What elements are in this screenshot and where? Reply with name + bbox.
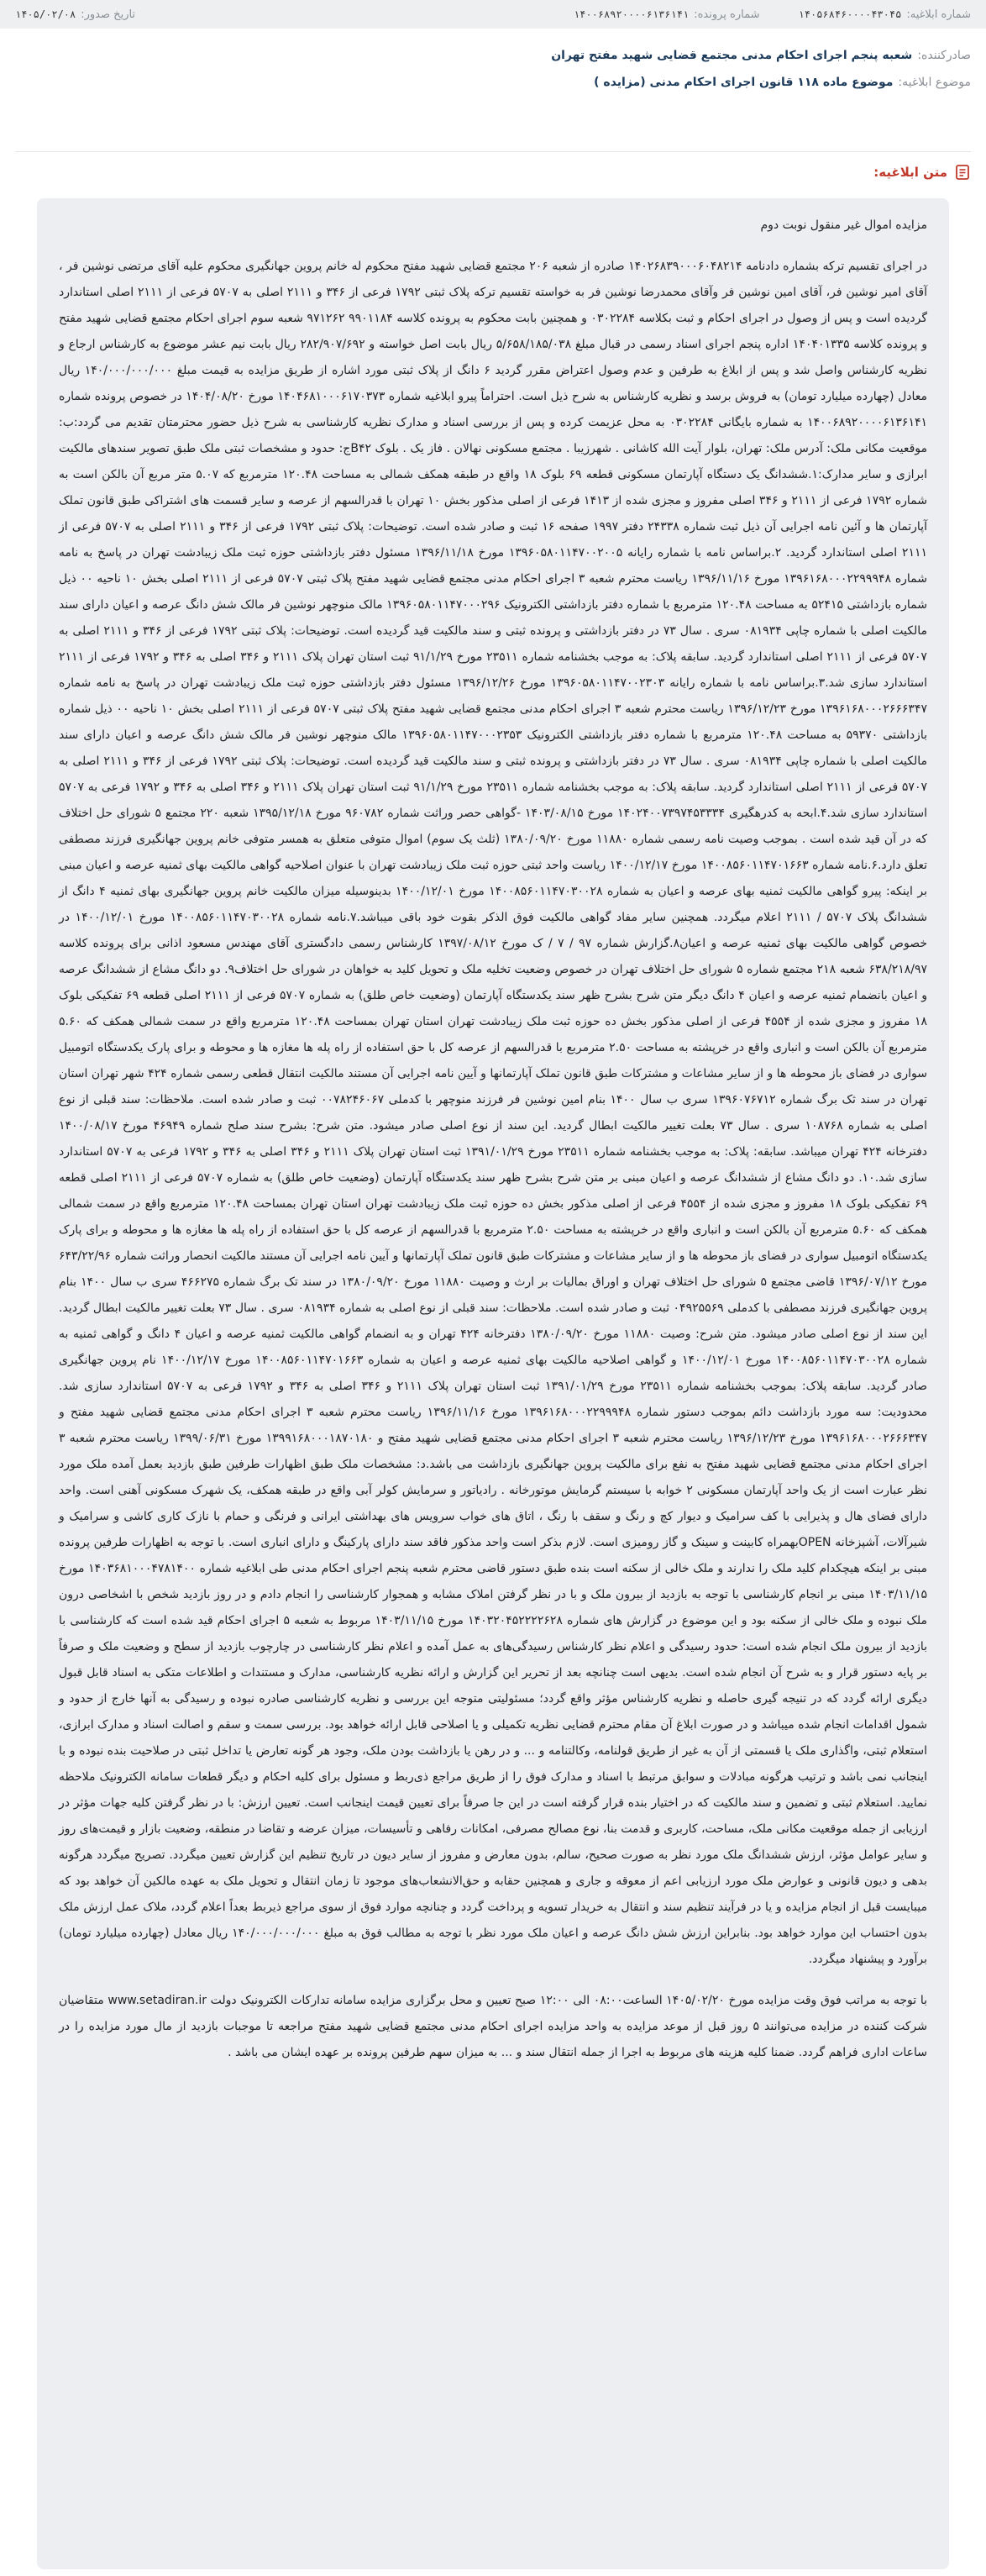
notice-footer: با توجه به مراتب فوق وقت مزایده مورخ ۱۴۰۵/۰۲/۲۰ الساعت۰۸:۰۰ الی ۱۲:۰۰ صبح تعیین و محل برگزاری مزایده سامانه تدارکات الکترونیک دولت www.setadiran.ir متقاضیان شرکت کننده در مزایده می‌توانند ۵ روز قبل از موعد مزایده به واحد مزایده اجرای احکام مدنی مجتمع قضایی شهید مفتح مراجعه تا موجبات بازدید از مال مورد مزایده را در ساعات اداری فراهم گردد. ضمنا کلیه هزینه های مربوط به اجرا از جمله انتقال سند و ... به میزان سهم طرفین پرونده بر عهده ایشان می باشد . — [59, 1994, 928, 2059]
notice-body: در اجرای تقسیم ترکه بشماره دادنامه ۱۴۰۲۶۸۳۹۰۰۰۶۰۴۸۲۱۴ صادره از شعبه ۲۰۶ مجتمع قضایی شهید مفتح محکوم له خانم پروین جهانگیری محکوم علیه آقای مرتضی نوشین فر ، آقای امیر نوشین فر، آقای امین نوشین فر وآقای محمدرضا نوشین فر به خواسته تقسیم ترکه پلاک ثبتی ۱۷۹۲ فرعی از ۳۴۶ و ۲۱۱۱ اصلی به ۵۷۰۷ فرعی از ۲۱۱۱ اصلی استاندارد گردیده است و پس از وصول در اجرای احکام و ثبت بکلاسه ۰۳۰۲۲۸۴ و همچنین بابت محکوم به پرونده کلاسه ۹۹۰۱۱۸۴ ۹۷۱۲۶۲ شعبه سوم اجرای احکام مجتمع قضایی شهید مفتح و پرونده کلاسه ۱۴۰۴۰۱۳۳۵ اداره پنجم اجرای اسناد رسمی در قبال مبلغ ۵/۶۵۸/۱۸۵/۰۳۸ ریال بابت اصل خواسته و ۲۸۲/۹۰۷/۶۹۲ ریال بابت نیم عشر موضوع به کارشناس ارجاع و نظریه کارشناس واصل شد و پس از ابلاغ به طرفین و عدم وصول اعتراض مقرر گردید ۶ دانگ از پلاک ثبتی مورد اشاره از طریق مزایده به قیمت مبلغ ۱۴۰/۰۰۰/۰۰۰/۰۰۰ ریال معادل (چهارده میلیارد تومان) به فروش برسد و نظریه کارشناس به شرح ذیل است. احتراماً پیرو ابلاغیه شماره ۱۴۰۴۶۸۱۰۰۰۶۱۷۰۳۷۳ مورخ ۱۴۰۴/۰۸/۲۰ در خصوص پرونده شماره ۱۴۰۰۶۸۹۲۰۰۰۰۶۱۳۶۱۴۱ به شماره بایگانی ۰۳۰۲۲۸۴ به محل عزیمت کرده و پس از بررسی اسناد و مدارک نظریه کارشناسی به شرح ذیل حضور محترمتان تقدیم می گردد:ب: موقعیت مکانی ملک: آدرس ملک: تهران، بلوار آیت الله کاشانی . شهرزیبا . مجتمع مسکونی نهالان . فاز یک . بلوک B۴۲ج: حدود و مشخصات ثبتی ملک طبق تصویر سندهای مالکیت ابرازی و سایر مدارک:۱.ششدانگ یک دستگاه آپارتمان مسکونی قطعه ۶۹ بلوک ۱۸ واقع در طبقه همکف شمالی به مساحت ۱۲۰.۴۸ مترمربع که ۵.۰۷ متر مربع آن بالکن است به شماره ۱۷۹۲ فرعی از ۲۱۱۱ و ۳۴۶ اصلی مفروز و مجزی شده از ۱۴۱۳ فرعی از اصلی مذکور بخش ۱۰ تهران با قدرالسهم از عرصه و سایر قسمت های اشتراکی طبق قانون تملک آپارتمان ها و آئین نامه اجرایی آن ذیل ثبت شماره ۲۴۳۳۸ دفتر ۱۹۹۷ صفحه ۱۶ ثبت و صادر شده است. توضیحات: پلاک ثبتی ۱۷۹۲ فرعی از ۳۴۶ و ۲۱۱۱ اصلی به ۵۷۰۷ فرعی از ۲۱۱۱ اصلی استاندارد گردید. ۲.براساس نامه با شماره رایانه ۱۳۹۶۰۵۸۰۱۱۴۷۰۰۲۰۰۵ مورخ ۱۳۹۶/۱۱/۱۸ مسئول دفتر بازداشتی حوزه ثبت ملک زیبادشت تهران در پاسخ به نامه شماره ۱۳۹۶۱۶۸۰۰۰۲۲۹۹۹۴۸ مورخ ۱۳۹۶/۱۱/۱۶ ریاست محترم شعبه ۳ اجرای احکام مدنی مجتمع قضایی شهید مفتح پلاک ثبتی ۵۷۰۷ فرعی از ۲۱۱۱ اصلی بخش ۱۰ ناحیه ۰۰ ذیل شماره بازداشتی ۵۲۴۱۵ به مساحت ۱۲۰.۴۸ مترمربع با شماره دفتر بازداشتی الکترونیک ۱۳۹۶۰۵۸۰۱۱۴۷۰۰۰۲۹۶ مالک منوچهر نوشین فر مالک شش دانگ عرصه و اعیان دارای سند مالکیت اصلی با شماره چاپی ۰۸۱۹۳۴ سری . سال ۷۳ در دفتر بازداشتی و پرونده ثبتی و سند مالکیت قید گردیده است. توضیحات: پلاک ثبتی ۱۷۹۲ فرعی از ۳۴۶ و ۲۱۱۱ اصلی به ۵۷۰۷ فرعی از ۲۱۱۱ اصلی استاندارد گردید. سابقه پلاک: به موجب بخشنامه شماره ۲۳۵۱۱ مورخ ۹۱/۱/۲۹ ثبت استان تهران پلاک ۲۱۱۱ و ۳۴۶ اصلی به ۳۴۶ و ۱۷۹۲ فرعی از ۲۱۱۱ استاندارد سازی شد.۳.براساس نامه با شماره رایانه ۱۳۹۶۰۵۸۰۱۱۴۷۰۰۲۳۰۳ مورخ ۱۳۹۶/۱۲/۲۶ مسئول دفتر بازداشتی حوزه ثبت ملک زیبادشت تهران در پاسخ به نامه شماره ۱۳۹۶۱۶۸۰۰۰۲۶۶۶۳۴۷ مورخ ۱۳۹۶/۱۲/۲۳ ریاست محترم شعبه ۳ اجرای احکام مدنی مجتمع قضایی شهید مفتح پلاک ثبتی ۵۷۰۷ فرعی از ۲۱۱۱ اصلی بخش ۱۰ ناحیه ۰۰ ذیل شماره بازداشتی ۵۹۳۷۰ به مساحت ۱۲۰.۴۸ مترمربع با شماره دفتر بازداشتی الکترونیک ۱۳۹۶۰۵۸۰۱۱۴۷۰۰۰۲۳۵۳ مالک منوچهر نوشین فر مالک شش دانگ عرصه و اعیان دارای سند مالکیت اصلی با شماره چاپی ۰۸۱۹۳۴ سری . سال ۷۳ در دفتر بازداشتی و پرونده ثبتی و سند مالکیت قید گردیده است. توضیحات: پلاک ثبتی ۱۷۹۲ فرعی از ۳۴۶ و ۲۱۱۱ اصلی به ۵۷۰۷ فرعی از ۲۱۱۱ اصلی استاندارد گردید. سابقه پلاک: به موجب بخشنامه شماره ۲۳۵۱۱ مورخ ۹۱/۱/۲۹ ثبت استان تهران پلاک ۲۱۱۱ و ۳۴۶ اصلی به ۳۴۶ و ۱۷۹۲ فرعی به ۵۷۰۷ استاندارد سازی شد.۴.ابحه به کدرهگیری ۱۴۰۲۴۰۰۷۳۹۷۴۵۳۳۳۴ مورخ ۱۴۰۳/۰۸/۱۵ -گواهی حصر وراثت شماره ۹۶۰۷۸۲ مورخ ۱۳۹۵/۱۲/۱۸ شعبه ۲۲۰ مجتمع ۵ شورای حل اختلاف که در آن قید شده است . بموجب وصیت نامه رسمی شماره ۱۱۸۸۰ مورخ ۱۳۸۰/۰۹/۲۰ (ثلث یک سوم) اموال متوفی متعلق به همسر متوفی خانم پروین جهانگیری فرزند مصطفی تعلق دارد.۶.نامه شماره ۱۴۰۰۸۵۶۰۱۱۴۷۰۱۶۶۳ مورخ ۱۴۰۰/۱۲/۱۷ ریاست واحد ثبتی حوزه ثبت ملک زیبادشت تهران با عنوان اصلاحیه گواهی مالکیت بهای ثمنیه عرصه و اعیان مبنی بر اینکه: پیرو گواهی مالکیت ثمنیه بهای عرصه و اعیان به شماره ۱۴۰۰۸۵۶۰۱۱۴۷۰۳۰۰۲۸ مورخ ۱۴۰۰/۱۲/۰۱ بدینوسیله میزان مالکیت خانم پروین جهانگیری بهای ثمنیه ۴ دانگ از ششدانگ پلاک ۵۷۰۷ / ۲۱۱۱ اعلام میگردد. همچنین سایر مفاد گواهی مالکیت فوق الذکر بقوت خود باقی میباشد.۷.نامه شماره ۱۴۰۰۸۵۶۰۱۱۴۷۰۳۰۰۲۸ مورخ ۱۴۰۰/۱۲/۰۱ در خصوص گواهی مالکیت بهای ثمنیه عرصه و اعیان۸.گزارش شماره ۹۷ / ۷ / ک مورخ ۱۳۹۷/۰۸/۱۲ کارشناس رسمی دادگستری آقای مهندس مسعود اذانی برای پرونده کلاسه ۶۳۸/۲۱۸/۹۷ شعبه ۲۱۸ مجتمع شماره ۵ شورای حل اختلاف تهران در خصوص وضعیت تخلیه ملک و تحویل کلید به خواهان در شورای حل اختلاف۹. دو دانگ مشاع از ششدانگ عرصه و اعیان بانضمام ثمنیه عرصه و اعیان ۴ دانگ دیگر متن شرح بشرح ظهر سند یکدستگاه آپارتمان (وضعیت خاص طلق) به شماره ۵۷۰۷ فرعی از ۲۱۱۱ اصلی قطعه ۶۹ تفکیکی بلوک ۱۸ مفروز و مجزی شده از ۴۵۵۴ فرعی از اصلی مذکور بخش ده حوزه ثبت ملک زیبادشت تهران استان تهران بمساحت ۱۲۰.۴۸ مترمربع واقع در سمت شمالی همکف که ۵.۶۰ مترمربع آن بالکن است و انباری واقع در خرپشته به مساحت ۲.۵۰ مترمربع با قدرالسهم از عرصه کل با حق استفاده از راه پله ها مغازه ها و محوطه و برای پارک یکدستگاه اتومبیل سواری در فضای باز محوطه ها و از سایر مشاعات و مشترکات طبق قانون تملک آپارتمانها و آیین نامه اجرایی آن مستند مالکیت انتقال قطعی رسمی شماره ۴۲۴ شهر تهران استان تهران در سند ثک برگ شماره ۱۳۹۶۰۷۶۷۱۲ سری ب سال ۱۴۰۰ بنام امین نوشین فر فرزند منوچهر با کدملی ۰۰۷۸۲۴۶۰۶۷ ثبت و صادر شده است. ملاحظات: سند قبلی از نوع اصلی به شماره ۱۰۸۷۶۸ سری . سال ۷۳ بعلت تغییر مالکیت ابطال گردید. این سند از نوع اصلی صادر میشود. متن شرح: بشرح سند صلح شماره ۴۶۹۴۹ مورخ ۱۴۰۰/۰۸/۱۷ دفترخانه ۴۲۴ تهران میباشد. سابقه: پلاک: به موجب بخشنامه شماره ۲۳۵۱۱ مورخ ۱۳۹۱/۰۱/۲۹ ثبت استان تهران پلاک ۲۱۱۱ و ۳۴۶ اصلی به ۳۴۶ و ۱۷۹۲ فرعی به ۵۷۰۷ استاندارد سازی شد.۱۰. دو دانگ مشاع از ششدانگ عرصه و اعیان مبنی بر متن شرح بشرح ظهر سند یکدستگاه آپارتمان (وضعیت خاص طلق) به شماره ۵۷۰۷ فرعی از ۲۱۱۱ اصلی قطعه ۶۹ تفکیکی بلوک ۱۸ مفروز و مجزی شده از ۴۵۵۴ فرعی از اصلی مذکور بخش ده حوزه ثبت ملک زیبادشت تهران استان تهران بمساحت ۱۲۰.۴۸ مترمربع واقع در سمت شمالی همکف که ۵.۶۰ مترمربع آن بالکن است و انباری واقع در خرپشته به مساحت ۲.۵۰ مترمربع با قدرالسهم از عرصه کل با حق استفاده از راه پله ها مغازه ها و محوطه و برای پارک یکدستگاه اتومبیل سواری در فضای باز محوطه ها و از سایر مشاعات و مشترکات طبق قانون تملک آپارتمانها و آیین نامه اجرایی آن مستند مالکیت انحصار وراثت شماره ۶۴۳/۲۲/۹۶ مورخ ۱۳۹۶/۰۷/۱۲ قاضی مجتمع ۵ شورای حل اختلاف تهران و اوراق بمالیات بر ارث و وصیت ۱۱۸۸۰ مورخ ۱۳۸۰/۰۹/۲۰ در سند تک برگ شماره ۴۶۶۲۷۵ سری ب سال ۱۴۰۰ بنام پروین جهانگیری فرزند مصطفی با کدملی ۰۴۹۲۵۵۶۹ ثبت و صادر شده است. ملاحظات: سند قبلی از نوع اصلی به شماره ۰۸۱۹۳۴ سری . سال ۷۳ بعلت تغییر مالکیت ابطال گردید. این سند از نوع اصلی صادر میشود. متن شرح: وصیت ۱۱۸۸۰ مورخ ۱۳۸۰/۰۹/۲۰ دفترخانه ۴۲۴ تهران و به انضمام گواهی مالکیت ثمنیه عرصه و اعیان ۴ دانگ و گواهی ثمنیه به شماره ۱۴۰۰۸۵۶۰۱۱۴۷۰۳۰۰۲۸ مورخ ۱۴۰۰/۱۲/۰۱ و گواهی اصلاحیه مالکیت بهای ثمنیه عرصه و اعیان به شماره ۱۴۰۰۸۵۶۰۱۱۴۷۰۱۶۶۳ مورخ ۱۴۰۰/۱۲/۱۷ نام پروین جهانگیری صادر گردید. سابقه پلاک: بموجب بخشنامه شماره ۲۳۵۱۱ مورخ ۱۳۹۱/۰۱/۲۹ ثبت استان تهران پلاک ۲۱۱۱ و ۳۴۶ اصلی به ۳۴۶ و ۱۷۹۲ فرعی به ۵۷۰۷ استاندارد سازی شد. محدودیت: سه مورد بازداشت دائم بموجب دستور شماره ۱۳۹۶۱۶۸۰۰۰۲۲۹۹۹۴۸ مورخ ۱۳۹۶/۱۱/۱۶ ریاست محترم شعبه ۳ اجرای احکام مدنی مجتمع قضایی شهید مفتح و ۱۳۹۶۱۶۸۰۰۰۲۶۶۶۳۴۷ مورخ ۱۳۹۶/۱۲/۲۳ ریاست محترم شعبه ۳ اجرای احکام مدنی مجتمع قضایی شهید مفتح و ۱۳۹۹۱۶۸۰۰۰۱۸۷۰۱۸۰ مورخ ۱۳۹۹/۰۶/۳۱ ریاست محترم شعبه ۳ اجرای احکام مدنی مجتمع قضایی شهید مفتح به نفع برای مالکیت پروین جهانگیری بازداشت می باشد.د: مشخصات ملک طبق اظهارات طرفین طبق بازدید بعمل آمده ملک مورد نظر عبارت است از یک واحد آپارتمان مسکونی ۲ خوابه با سیستم گرمایش موتورخانه . رادیاتور و سرمایش کولر آبی واقع در طبقه همکف، یک شهرک مسکونی آهنی است. واحد دارای فضای هال و پذیرایی با کف سرامیک و دیوار کچ و رنگ و سقف با رنگ ، اتاق های خواب سرویس های بهداشتی ایرانی و فرنگی و حمام با نازک کاری کاشی و سرامیک و شیرآلات، آشپزخانه OPENبهمراه کابینت و سینک و گاز رومیزی است. لازم بذکر است واحد مذکور فاقد سند دارای پارکینگ و دارای انباری است. با توجه به اظهارات طرفین پرونده مبنی بر اینکه هیچکدام کلید ملک را ندارند و ملک خالی از سکنه است بنده طبق دستور قاضی محترم شعبه پنجم اجرای احکام مدنی طی ابلاغیه شماره ۱۴۰۳۶۸۱۰۰۰۴۷۸۱۴۰۰ مورخ ۱۴۰۳/۱۱/۱۵ مبنی بر انجام کارشناسی با توجه به بازدید از بیرون ملک و با در نظر گرفتن املاک مشابه و همجوار کارشناسی را انجام دادم و در روز بازدید شخص با اشخاصی درون ملک نبوده و ملک خالی از سکنه بود و این موضوع در گزارش های شماره ۱۴۰۳۲۰۴۵۲۲۲۲۶۲۸ مورخ ۱۴۰۳/۱۱/۱۵ مربوط به شعبه ۵ اجرای احکام قید شده است که کارشناسی با بازدید از بیرون ملک انجام شده است: حدود رسیدگی و اعلام نظر کارشناس رسیدگی‌های به عمل آمده و اعلام نظر کارشناسی در چارچوب بازدید از سطح و وضعیت ملک و صرفاً بر پایه دستور قرار و به شرح آن انجام شده است. بدیهی است چنانچه بعد از تحریر این گزارش و ارائه نظریه کارشناسی، مدارک و مستندات و اطلاعات متکی به اسناد قابل قبول دیگری ارائه گردد که در تنیجه گیری حاصله و نظریه کارشناس مؤثر واقع گردد؛ مسئولیتی متوجه این بررسی و نظریه کارشناسی صادره نبوده و رسیدگی به آنها خارج از حدود و شمول اقدامات انجام شده میباشد و در صورت ابلاغ آن مقام محترم قضایی نظریه تکمیلی و یا اصلاحی قابل ارائه خواهد بود. بررسی سمت و سقم و اصالت اسناد و مدارک ابرازی، استعلام ثبتی، واگذاری ملک یا قسمتی از آن به غیر از طریق قولنامه، وکالتنامه و ... و در رهن یا بازداشت بودن ملک، وجود هر گونه تعارض یا تداخل ثبتی در صلاحیت بنده نبوده و با اینجانب نمی باشد و ترتیب هرگونه مبادلات و سوابق مرتبط با اسناد و مدارک فوق را از طریق مراجع ذی‌ربط و مسئول برای کلیه احکام و دیگر قطعات سامانه الکترونیک ملاحظه نمایید. استعلام ثبتی و تضمین و سند مالکیت که در اختیار بنده قرار گرفته است در این جا صرفاً برای تعیین قیمت اینجانب است. تعیین ارزش: با در نظر گرفتن کلیه جهات مؤثر در ارزیابی از جمله موقعیت مکانی ملک، مساحت، کاربری و قدمت بنا، نوع مصالح مصرفی، امکانات رفاهی و تأسیسات، میزان عرضه و تقاضا در منطقه، وضعیت بازار و قیمت‌های روز و سایر عوامل مؤثر، ارزش ششدانگ ملک مورد نظر به صورت صحیح، سالم، بدون معارض و مفروز از سایر دیون در تاریخ تنظیم این گزارش تعیین میگردد. تصریح میگردد هرگونه بدهی و دیون قانونی و عوارض ملک مورد ارزیابی اعم از معوقه و جاری و همچنین حقابه و حق‌الانشعاب‌های موجود تا زمان انتقال و تحویل ملک به عهده مالکین آن خواهد بود که میبایست قبل از انجام مزایده و یا در فرآیند تنظیم سند و انتقال به خریدار تسویه و پرداخت گردد و چنانچه موارد فوق از سوی مراجع ذیربط بعداً اعلام گردد، ملاک عمل ارزش ملک بدون احتساب این موارد خواهد بود. بنابراین ارزش شش دانگ عرصه و اعیان ملک مورد نظر با توجه به مطالب فوق به مبلغ ۱۴۰/۰۰۰/۰۰۰/۰۰۰ ریال معادل (چهارده میلیارد تومان) برآورد و پیشنهاد میگردد. — [59, 260, 928, 1966]
issuer-value: شعبه پنجم اجرای احکام مدنی مجتمع قضایی شهید مفتح تهران — [551, 49, 913, 62]
divider — [15, 151, 971, 152]
subject-label: موضوع ابلاغیه: — [898, 76, 971, 89]
notice-number — [799, 8, 971, 21]
notice-info — [15, 42, 971, 96]
issue-date-label: تاریخ صدور: — [81, 8, 136, 21]
notice-text-header — [873, 164, 971, 181]
notice-meta-bar — [0, 0, 986, 29]
notice-text-title: متن ابلاغیه: — [873, 165, 947, 180]
case-number-value: ۱۴۰۰۶۸۹۲۰۰۰۰۶۱۳۶۱۴۱ — [573, 8, 690, 20]
case-number-label: شماره پرونده: — [694, 8, 760, 21]
document-icon — [954, 164, 971, 181]
issuer-row — [15, 42, 971, 69]
case-number — [574, 8, 760, 21]
issuer-label: صادرکننده: — [917, 49, 971, 62]
notice-heading: مزایده اموال غیر منقول نوبت دوم — [760, 218, 927, 232]
subject-row — [15, 69, 971, 96]
notice-number-label: شماره ابلاغیه: — [906, 8, 971, 21]
issue-date-value: ۱۴۰۵/۰۲/۰۸ — [15, 8, 76, 20]
notice-number-value: ۱۴۰۵۶۸۴۶۰۰۰۰۴۳۰۴۵ — [798, 8, 902, 20]
issue-date — [15, 8, 135, 21]
notice-text-box — [37, 198, 949, 2569]
subject-value: موضوع ماده ۱۱۸ قانون اجرای احکام مدنی (مزایده ) — [594, 76, 894, 89]
